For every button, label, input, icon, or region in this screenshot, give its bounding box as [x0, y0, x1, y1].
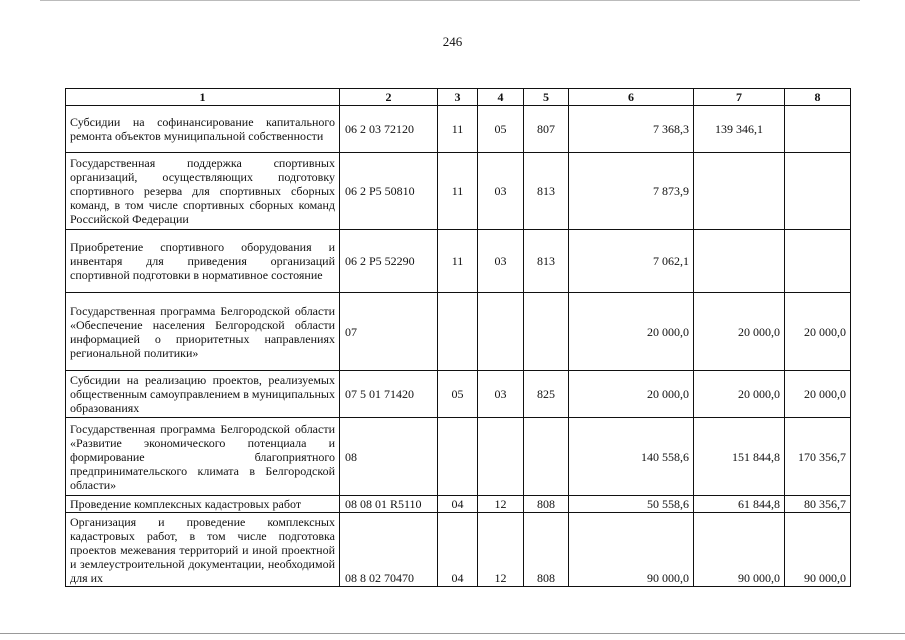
row-amount-6: 140 558,6 — [569, 418, 694, 496]
row-expense-type: 813 — [524, 230, 569, 293]
row-code: 06 2 03 72120 — [340, 106, 438, 153]
row-amount-8 — [785, 230, 851, 293]
row-section: 05 — [438, 371, 478, 418]
table-row — [66, 418, 851, 496]
row-name: Субсидии на софинансирование капитального ремонта объектов муниципальной собственности — [66, 106, 340, 153]
row-section: 04 — [438, 496, 478, 513]
header-row — [66, 89, 851, 106]
row-amount-8 — [785, 153, 851, 230]
column-header-4: 4 — [478, 89, 524, 106]
row-amount-8: 170 356,7 — [785, 418, 851, 496]
row-name: Организация и проведение комплексных кадастровых работ, в том числе подготовка проектов межевания территорий и иной проектной и землеустроительной документации, необходимой для их — [66, 513, 340, 587]
row-amount-6: 20 000,0 — [569, 293, 694, 371]
budget-table — [65, 88, 851, 587]
row-code: 06 2 P5 52290 — [340, 230, 438, 293]
row-amount-8: 90 000,0 — [785, 513, 851, 587]
row-code: 08 8 02 70470 — [340, 513, 438, 587]
table-row — [66, 230, 851, 293]
table-body — [66, 106, 851, 587]
row-section: 11 — [438, 153, 478, 230]
row-amount-6: 7 062,1 — [569, 230, 694, 293]
row-amount-7: 20 000,0 — [694, 371, 785, 418]
row-expense-type — [524, 293, 569, 371]
row-section: 11 — [438, 230, 478, 293]
row-amount-8 — [785, 106, 851, 153]
row-name: Приобретение спортивного оборудования и инвентаря для приведения организаций спортивной подготовки в нормативное состояние — [66, 230, 340, 293]
row-name: Государственная поддержка спортивных организаций, осуществляющих подготовку спортивного резерва для спортивных сборных команд, в том числе спортивных сборных команд Российской Федерации — [66, 153, 340, 230]
row-amount-6: 90 000,0 — [569, 513, 694, 587]
row-section: 11 — [438, 106, 478, 153]
row-amount-8: 20 000,0 — [785, 371, 851, 418]
column-header-2: 2 — [340, 89, 438, 106]
row-subsection: 03 — [478, 371, 524, 418]
row-name: Субсидии на реализацию проектов, реализуемых общественным самоуправлением в муниципальных образованиях — [66, 371, 340, 418]
column-header-8: 8 — [785, 89, 851, 106]
column-header-5: 5 — [524, 89, 569, 106]
column-header-7: 7 — [694, 89, 785, 106]
table-row — [66, 371, 851, 418]
table-row — [66, 293, 851, 371]
table-row — [66, 513, 851, 587]
table-row — [66, 106, 851, 153]
row-subsection: 12 — [478, 513, 524, 587]
row-name: Проведение комплексных кадастровых работ — [66, 496, 340, 513]
row-amount-7: 139 346,1 — [694, 106, 785, 153]
bottom-edge-line — [0, 633, 905, 634]
row-code: 07 — [340, 293, 438, 371]
row-amount-6: 20 000,0 — [569, 371, 694, 418]
row-amount-7 — [694, 153, 785, 230]
row-amount-6: 7 368,3 — [569, 106, 694, 153]
row-name: Государственная программа Белгородской области «Обеспечение населения Белгородской области информацией о приоритетных направлениях региональной политики» — [66, 293, 340, 371]
column-header-1: 1 — [66, 89, 340, 106]
row-amount-7: 151 844,8 — [694, 418, 785, 496]
row-amount-7: 20 000,0 — [694, 293, 785, 371]
row-subsection — [478, 418, 524, 496]
row-subsection: 12 — [478, 496, 524, 513]
row-code: 08 08 01 R5110 — [340, 496, 438, 513]
row-amount-7: 61 844,8 — [694, 496, 785, 513]
row-name: Государственная программа Белгородской области «Развитие экономического потенциала и формирование благоприятного предпринимательского климата в Белгородской области» — [66, 418, 340, 496]
row-subsection — [478, 293, 524, 371]
row-expense-type: 813 — [524, 153, 569, 230]
top-edge-line — [40, 0, 860, 1]
row-amount-6: 50 558,6 — [569, 496, 694, 513]
row-code: 08 — [340, 418, 438, 496]
row-subsection: 05 — [478, 106, 524, 153]
row-amount-6: 7 873,9 — [569, 153, 694, 230]
row-expense-type — [524, 418, 569, 496]
row-amount-7 — [694, 230, 785, 293]
row-section — [438, 418, 478, 496]
row-expense-type: 825 — [524, 371, 569, 418]
row-code: 07 5 01 71420 — [340, 371, 438, 418]
row-expense-type: 808 — [524, 496, 569, 513]
row-subsection: 03 — [478, 153, 524, 230]
table-row — [66, 153, 851, 230]
row-subsection: 03 — [478, 230, 524, 293]
row-section: 04 — [438, 513, 478, 587]
row-expense-type: 807 — [524, 106, 569, 153]
row-expense-type: 808 — [524, 513, 569, 587]
row-code: 06 2 P5 50810 — [340, 153, 438, 230]
row-section — [438, 293, 478, 371]
column-header-6: 6 — [569, 89, 694, 106]
page-number: 246 — [442, 34, 463, 49]
row-amount-7: 90 000,0 — [694, 513, 785, 587]
row-amount-8: 80 356,7 — [785, 496, 851, 513]
row-amount-8: 20 000,0 — [785, 293, 851, 371]
column-header-3: 3 — [438, 89, 478, 106]
table-row — [66, 496, 851, 513]
